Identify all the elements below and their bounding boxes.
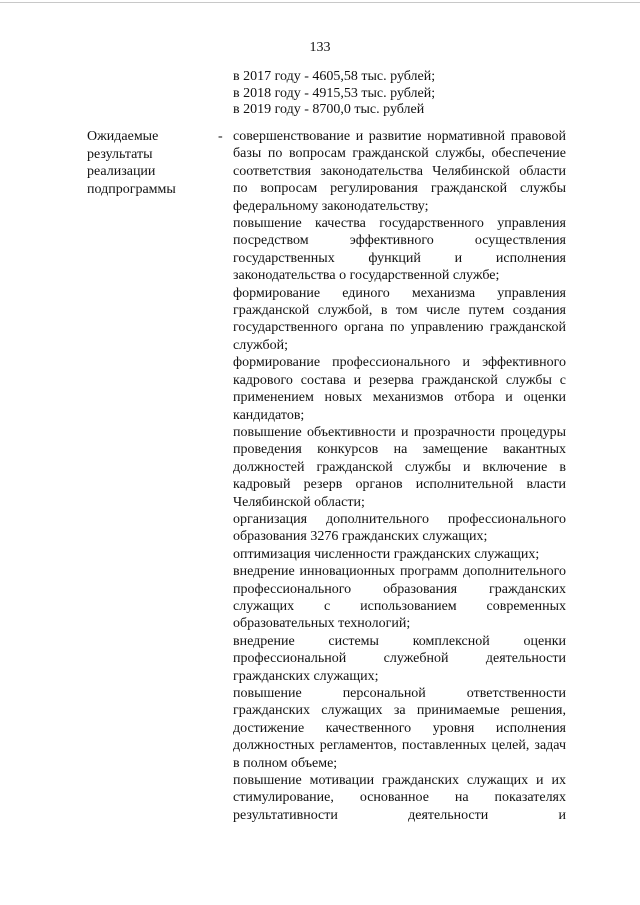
expected-results-list <box>233 128 566 824</box>
result-item: повышение качества государственного управления посредством эффективного осуществления государственных функций и исполнения законодательства о государственной службе; <box>233 216 566 284</box>
result-item: организация дополнительного профессионального образования 3276 гражданских служащих; <box>233 511 566 545</box>
result-item: формирование профессионального и эффективного кадрового состава и резерва гражданской службы с применением новых механизмов отбора и оценки кандидатов; <box>233 355 566 423</box>
result-item: совершенствование и развитие нормативной правовой базы по вопросам гражданской службы, обеспечение соответствия законодательства Челябинской области по вопросам регулирования гражданской службы федеральному законодательству; <box>233 129 566 214</box>
result-item: формирование единого механизма управления гражданской службой, в том числе путем создания государственного органа по управлению гражданской службой; <box>233 285 566 353</box>
page-number: 133 <box>309 40 331 55</box>
funding-line-2018: в 2018 году - 4915,53 тыс. рублей; <box>233 85 436 101</box>
label-line: подпрограммы <box>87 181 176 197</box>
funding-line-2019: в 2019 году - 8700,0 тыс. рублей <box>233 102 425 117</box>
result-item: внедрение инновационных программ дополнительного профессионального образования гражданских служащих с использованием современных образовательных технологий; <box>233 564 566 632</box>
section-label <box>87 128 217 198</box>
funding-line-2017: в 2017 году - 4605,58 тыс. рублей; <box>233 69 436 84</box>
label-line: результаты <box>87 146 153 162</box>
label-line: Ожидаемые <box>87 129 159 144</box>
top-rule <box>0 2 640 3</box>
funding-block <box>233 69 573 119</box>
label-line: реализации <box>87 164 156 179</box>
result-item: оптимизация численности гражданских служащих; <box>233 546 540 562</box>
result-item: повышение объективности и прозрачности процедуры проведения конкурсов на замещение вакантных должностей гражданской службы и включение в кадровый резерв органов исполнительной власти Челябинской области; <box>233 424 566 510</box>
result-item: внедрение системы комплексной оценки профессиональной служебной деятельности гражданских служащих; <box>233 633 566 684</box>
result-item: повышение персональной ответственности гражданских служащих за принимаемые решения, достижение качественного уровня исполнения должностных регламентов, поставленных целей, задач в полном объеме; <box>233 686 566 771</box>
label-dash: - <box>218 129 223 144</box>
result-item: повышение мотивации гражданских служащих и их стимулирование, основанное на показателях результативности деятельности и <box>233 773 566 823</box>
